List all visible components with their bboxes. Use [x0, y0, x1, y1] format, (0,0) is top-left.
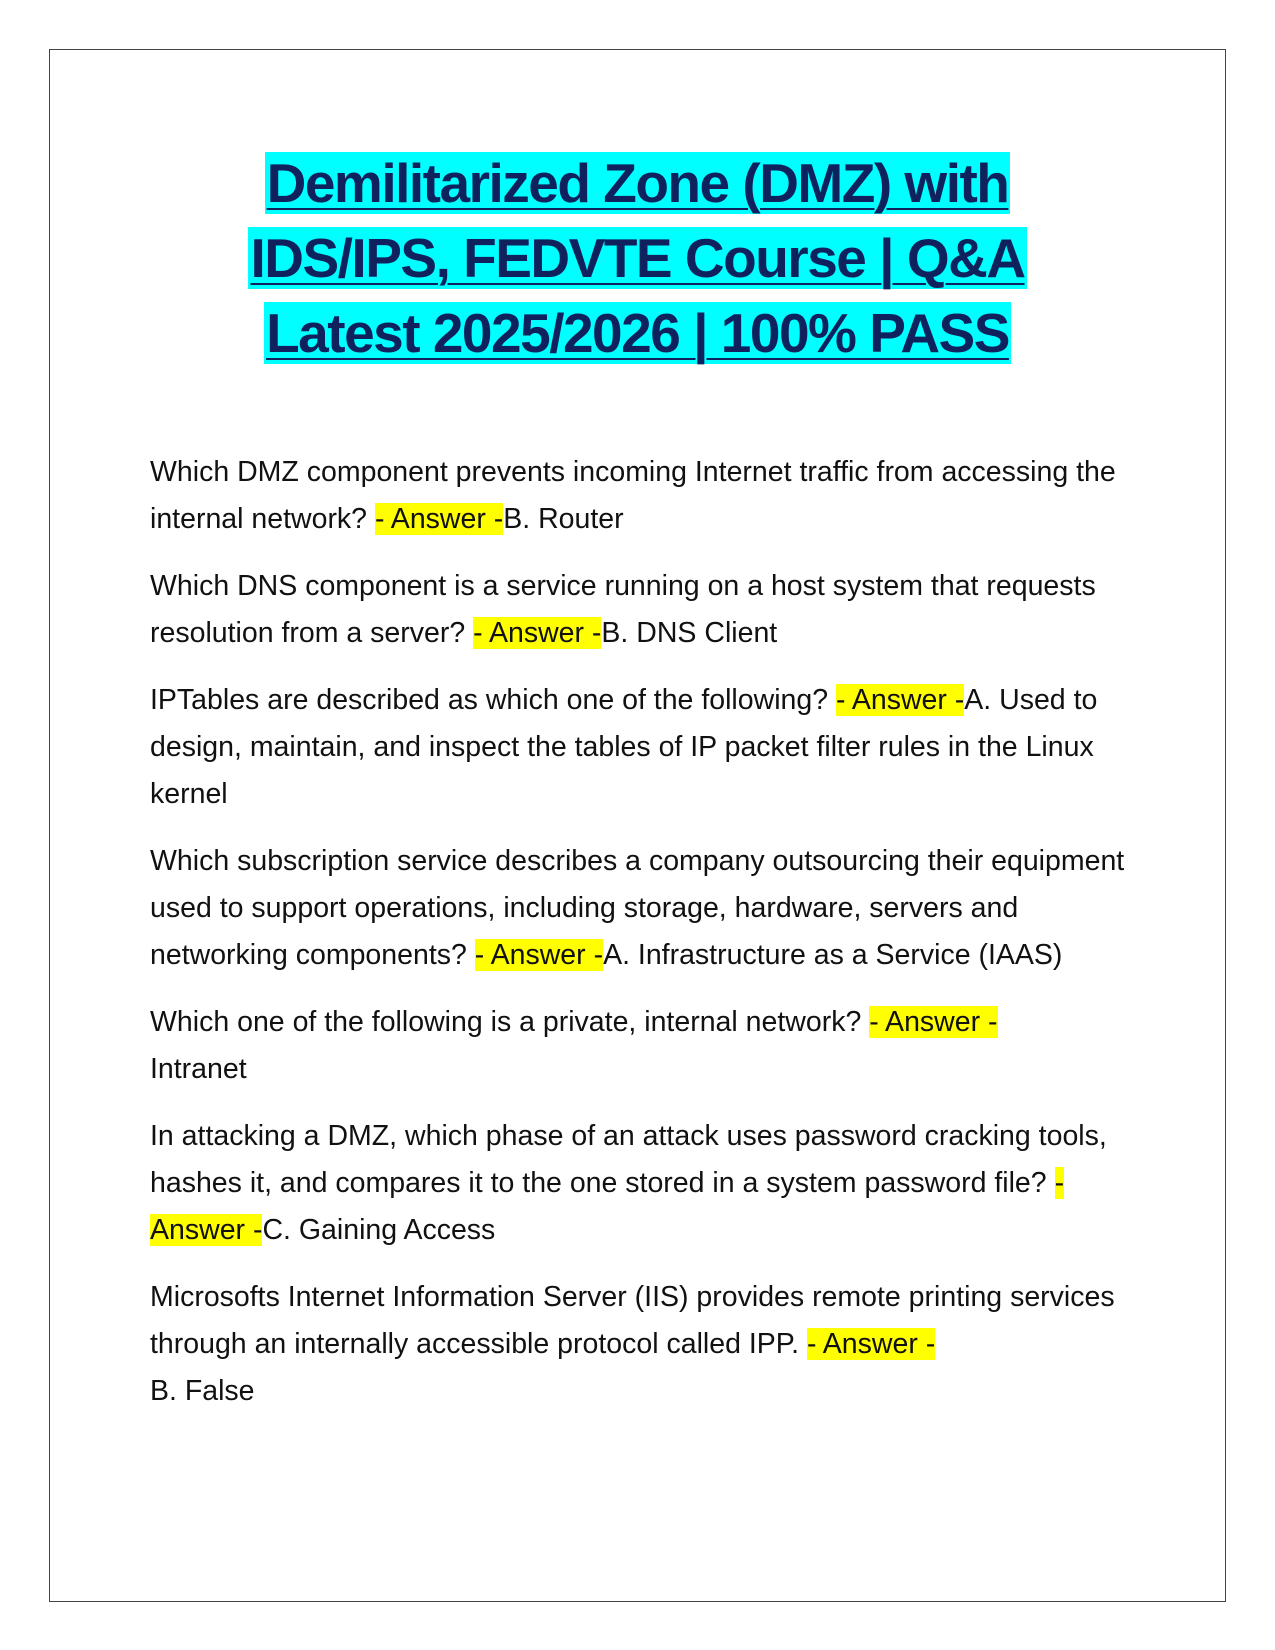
answer-text: Intranet [150, 1053, 247, 1085]
answer-text: B. Router [503, 503, 624, 535]
answer-text: A. Infrastructure as a Service (IAAS) [603, 939, 1063, 971]
qa-item [150, 677, 1130, 818]
question-text: Which subscription service describes a company outsourcing their equipment used to support operations, including storage, hardware, servers and networking components? [150, 845, 1125, 971]
qa-item [150, 1113, 1130, 1254]
question-text: In attacking a DMZ, which phase of an attack uses password cracking tools, hashes it, and compares it to the one stored in a system password file? [150, 1120, 1107, 1199]
answer-text: B. DNS Client [601, 617, 778, 649]
answer-marker: - Answer - [869, 1006, 998, 1038]
answer-marker: - Answer - [473, 617, 602, 649]
qa-item [150, 1274, 1130, 1415]
answer-marker: - Answer - [474, 939, 604, 971]
qa-item [150, 838, 1130, 979]
answer-marker: - Answer - [806, 1328, 936, 1360]
qa-item [150, 999, 1130, 1093]
question-text: Which one of the following is a private, internal network? [150, 1006, 862, 1038]
title-line-1: Demilitarized Zone (DMZ) with [266, 152, 1009, 214]
question-text: Which DMZ component prevents incoming Internet traffic from accessing the internal network? [150, 456, 1116, 535]
qa-item [150, 449, 1130, 543]
answer-marker: - Answer - [374, 503, 504, 535]
title-line-3: Latest 2025/2026 | 100% PASS [266, 302, 1009, 364]
answer-text: A. Used to design, maintain, and inspect the tables of IP packet filter rules in the Linux kernel [150, 684, 1098, 810]
question-text: Which DNS component is a service running on a host system that requests resolution from a server? [150, 570, 1096, 649]
answer-text: C. Gaining Access [262, 1214, 496, 1246]
question-text: Microsofts Internet Information Server (IIS) provides remote printing services through an internally accessible protocol called IPP. [150, 1281, 1115, 1360]
qa-item [150, 563, 1130, 657]
title-line-2: IDS/IPS, FEDVTE Course | Q&A [250, 227, 1025, 289]
answer-marker: - Answer - [836, 684, 965, 716]
question-text: IPTables are described as which one of the following? [150, 684, 829, 716]
answer-text: B. False [150, 1375, 255, 1407]
qa-list [150, 449, 1130, 1435]
answer-marker: - Answer - [150, 1167, 1065, 1246]
document-title [150, 146, 1125, 371]
